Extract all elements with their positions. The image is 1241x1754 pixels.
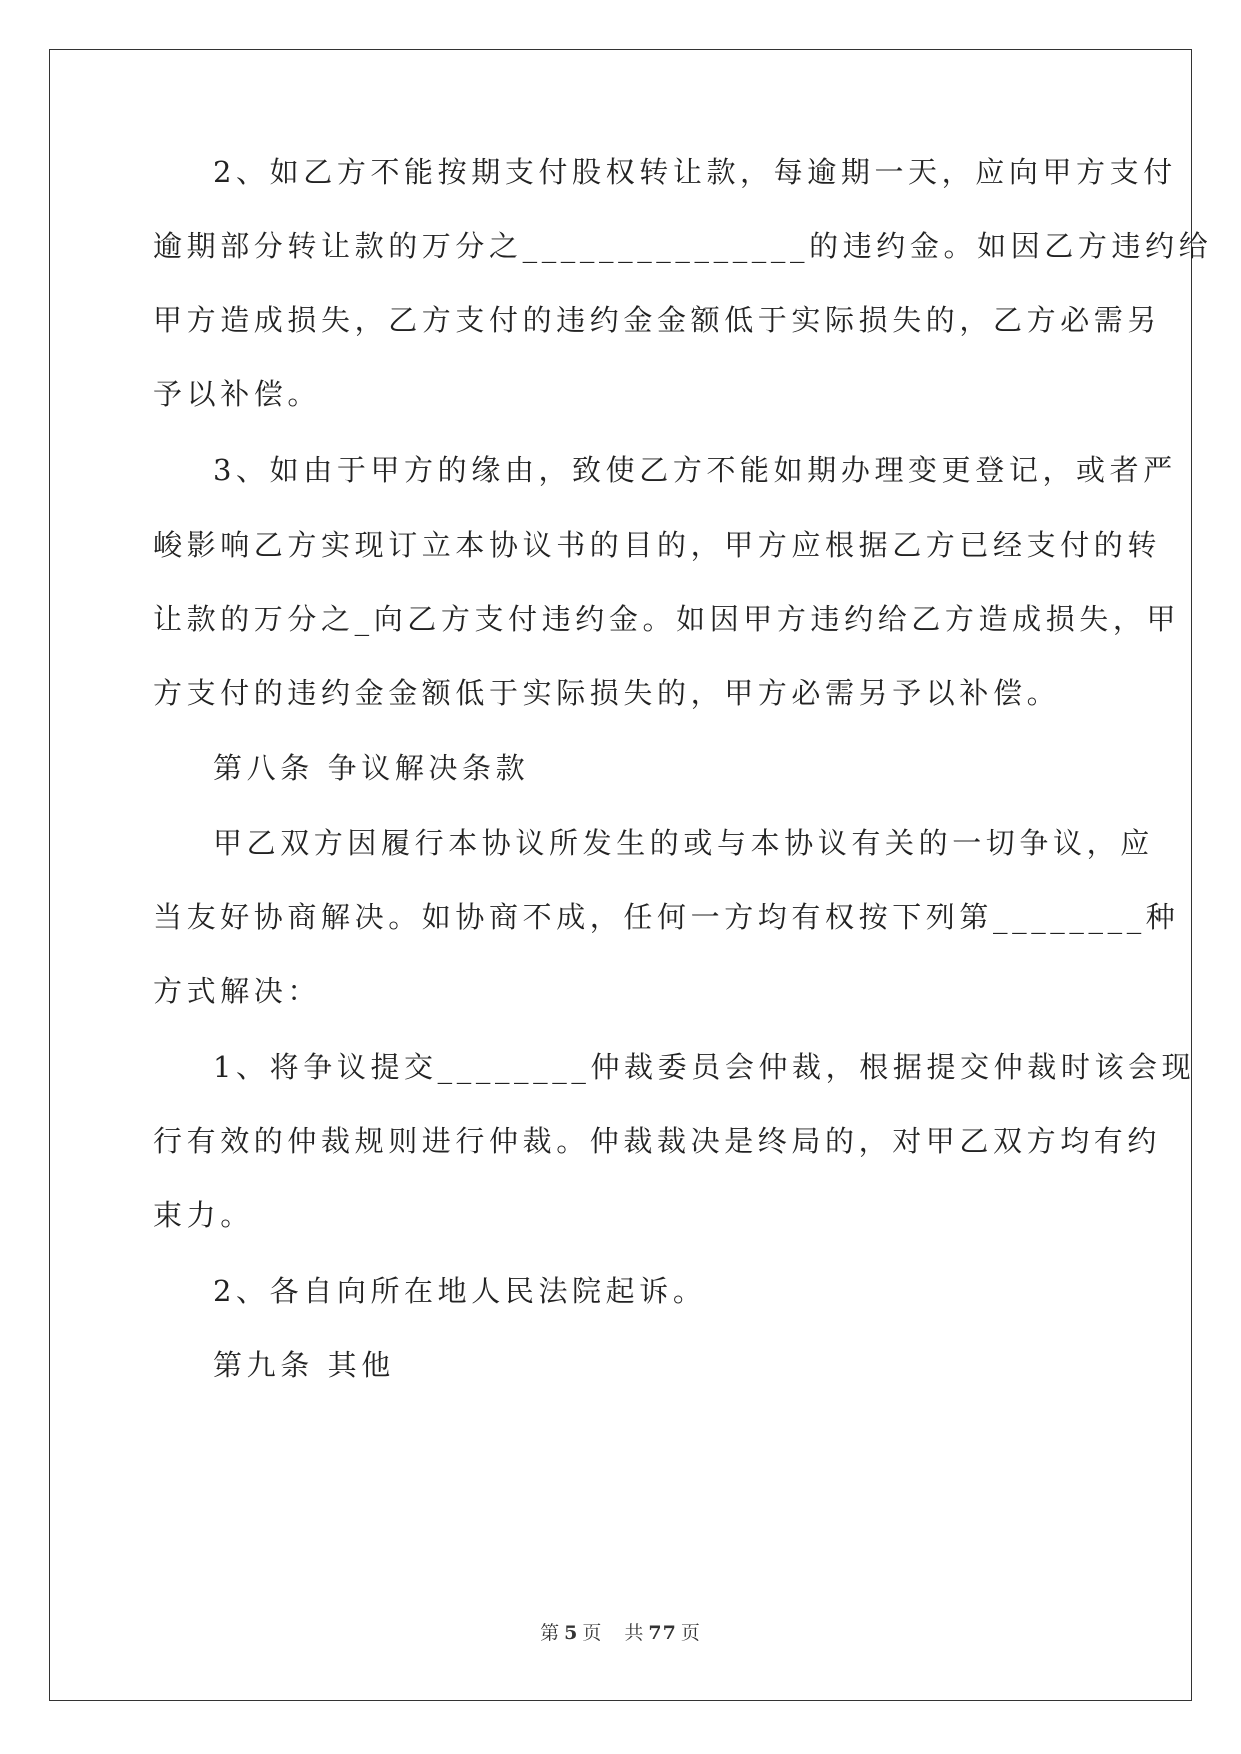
- text-line-8: 方支付的违约金金额低于实际损失的，甲方必需另予以补偿。: [153, 676, 1061, 710]
- text-line-14: 行有效的仲裁规则进行仲裁。仲裁裁决是终局的，对甲乙双方均有约: [153, 1124, 1162, 1158]
- text-line-7: 让款的万分之_向乙方支付违约金。如因甲方违约给乙方造成损失，甲: [153, 602, 1181, 636]
- section-heading-9: 第九条 其他: [213, 1348, 395, 1382]
- text-line-12: 方式解决：: [153, 974, 322, 1008]
- text-line-4: 予以补偿。: [153, 377, 322, 411]
- page-total: 77: [648, 1622, 677, 1644]
- text-line-2: 逾期部分转让款的万分之_______________的违约金。如因乙方违约给: [153, 229, 1213, 263]
- section-heading-8: 第八条 争议解决条款: [213, 751, 530, 785]
- page-prefix: 第: [540, 1622, 561, 1644]
- text-line-5: 3、如由于甲方的缘由，致使乙方不能如期办理变更登记，或者严: [213, 453, 1177, 487]
- page-border: [49, 49, 1192, 1701]
- total-prefix: 共: [624, 1622, 645, 1644]
- text-line-15: 束力。: [153, 1198, 254, 1232]
- total-suffix: 页: [680, 1622, 701, 1644]
- text-line-10: 甲乙双方因履行本协议所发生的或与本协议有关的一切争议，应: [213, 826, 1154, 860]
- text-line-3: 甲方造成损失，乙方支付的违约金金额低于实际损失的，乙方必需另: [153, 303, 1162, 337]
- page-current: 5: [564, 1622, 579, 1644]
- text-line-13: 1、将争议提交________仲裁委员会仲裁，根据提交仲裁时该会现: [213, 1050, 1196, 1084]
- text-line-11: 当友好协商解决。如协商不成，任何一方均有权按下列第________种: [153, 900, 1180, 934]
- page-footer: [0, 1618, 1241, 1645]
- text-line-1: 2、如乙方不能按期支付股权转让款，每逾期一天，应向甲方支付: [213, 155, 1177, 189]
- text-line-16: 2、各自向所在地人民法院起诉。: [213, 1274, 707, 1308]
- text-line-6: 峻影响乙方实现订立本协议书的目的，甲方应根据乙方已经支付的转: [153, 528, 1162, 562]
- page-suffix: 页: [582, 1622, 603, 1644]
